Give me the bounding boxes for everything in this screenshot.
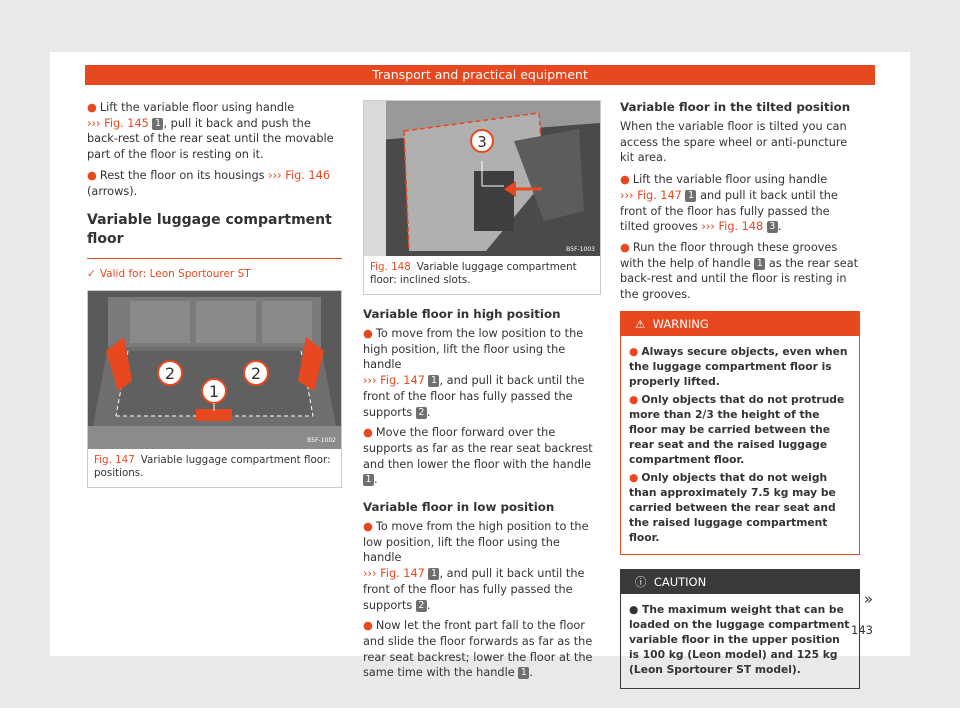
bullet-text: To move from the high position to the low position, lift the floor using the handle (363, 520, 589, 565)
bullet-text: Run the floor through these grooves with the help of handle (620, 240, 838, 270)
figure-caption (364, 256, 600, 294)
bullet-text: Now let the front part fall to the floor and slide the floor forwards as far as the rear seat backrest; lower the floor at the same time with the handle (363, 619, 593, 680)
caution-text: The maximum weight that can be loaded on the luggage compartment variable floor in the upper position is 100 kg (Leon model) and 125 kg (Leon Sportourer ST model). (629, 602, 850, 676)
bullet-text: and pull it back until the front of the floor has fully passed the tilted grooves (620, 188, 838, 234)
callout-number: 1 (428, 375, 439, 387)
bullet-text: . (426, 405, 431, 419)
bullet-text: Rest the floor on its housings (99, 168, 265, 182)
bullet-dot-icon: ● (87, 168, 97, 182)
bullet-text: . (529, 666, 533, 680)
instruction-bullet (363, 326, 601, 420)
warning-text: Only objects that do not protrude more than 2/3 the height of the floor may be carried between the rear seat and the raised luggage compartment floor. (629, 392, 845, 466)
bullet-text: . (777, 220, 782, 234)
bullet-text: . (374, 473, 378, 487)
bullet-dot-icon: ● (629, 344, 639, 358)
callout-number: 1 (363, 474, 374, 486)
section-header: Transport and practical equipment (85, 65, 875, 85)
figure-link[interactable]: ››› Fig. 147 (620, 188, 682, 202)
column-middle (363, 100, 601, 686)
bullet-text: Lift the variable floor using handle (632, 173, 828, 187)
bullet-text: Lift the variable floor using handle (99, 101, 295, 114)
instruction-bullet (87, 100, 342, 163)
caution-header (621, 570, 859, 594)
bullet-text: To move from the low position to the high position, lift the floor using the handle (363, 327, 584, 372)
bullet-text: (arrows). (87, 184, 138, 198)
warning-item (629, 344, 851, 389)
bullet-dot-icon: ● (620, 240, 630, 254)
caution-title: CAUTION (653, 574, 707, 589)
bullet-dot-icon: ● (629, 602, 643, 616)
callout-label: 3 (477, 133, 487, 151)
bullet-text: , and pull it back until the front of the floor has fully passed the supports (363, 567, 585, 612)
bullet-dot-icon: ● (620, 173, 630, 187)
warning-text: Always secure objects, even when the luggage compartment floor is properly lifted. (629, 344, 848, 388)
bullet-dot-icon: ● (363, 426, 373, 440)
figure-148 (363, 100, 601, 295)
callout-label: 2 (250, 364, 262, 384)
instruction-bullet (620, 240, 860, 303)
checkmark-icon: ✓ (87, 268, 96, 281)
caution-box (620, 569, 860, 689)
figure-147 (87, 290, 342, 488)
figure-code: B5F-1003 (566, 246, 595, 253)
warning-triangle-icon: ⚠ (635, 316, 646, 331)
bullet-text: . (426, 598, 431, 612)
callout-label: 1 (208, 382, 220, 402)
trunk-positions-illustration (88, 291, 341, 449)
figure-code: B5F-1002 (307, 437, 336, 445)
inclined-slots-illustration (364, 101, 600, 256)
figure-link[interactable]: ››› Fig. 146 (268, 168, 331, 182)
callout-number: 2 (416, 407, 427, 419)
page-number: 143 (851, 623, 873, 637)
warning-text: Only objects that do not weigh than approximately 7.5 kg may be carried between the rear seat and the raised luggage compartment floor. (629, 470, 836, 544)
callout-number: 2 (416, 600, 427, 612)
instruction-bullet (363, 618, 601, 681)
caption-text: Variable luggage compartment floor: positions. (94, 454, 331, 480)
callout-number: 1 (754, 258, 765, 270)
caution-circle-icon: ⓘ (635, 574, 647, 589)
figure-link[interactable]: ››› Fig. 147 (363, 567, 425, 581)
callout-number: 1 (152, 118, 163, 130)
manual-page (50, 52, 910, 680)
bullet-text: , pull it back and push the back-rest of the rear seat until the movable part of the floor is resting on it. (87, 116, 334, 162)
bullet-dot-icon: ● (629, 392, 639, 406)
caption-text: Variable luggage compartment floor: inclined slots. (370, 261, 577, 286)
callout-number: 1 (428, 568, 439, 580)
figure-number: Fig. 147 (94, 454, 135, 467)
column-right (620, 100, 860, 689)
validity-text: Valid for: Leon Sportourer ST (99, 268, 251, 281)
figure-caption (88, 449, 341, 487)
callout-number: 1 (685, 190, 696, 202)
instruction-bullet (363, 519, 601, 613)
intro-paragraph: When the variable floor is tilted you can access the spare wheel or anti-puncture kit area. (620, 120, 848, 165)
instruction-bullet (620, 172, 860, 235)
warning-item (629, 470, 851, 545)
instruction-bullet (87, 168, 342, 199)
bullet-dot-icon: ● (363, 520, 373, 534)
bullet-text: Move the floor forward over the supports as far as the rear seat backrest and then lower the floor with the handle (363, 426, 593, 471)
callout-number: 3 (767, 221, 778, 233)
warning-title: WARNING (652, 316, 709, 331)
subsection-heading: Variable floor in the tilted position (620, 100, 851, 114)
column-left (87, 100, 342, 488)
bullet-dot-icon: ● (363, 619, 373, 633)
validity-note (87, 268, 342, 280)
bullet-dot-icon: ● (629, 470, 639, 484)
bullet-text: as the rear seat back-rest and until the floor is resting in the grooves. (620, 256, 859, 302)
bullet-text: , and pull it back until the front of the floor has fully passed the supports (363, 374, 585, 419)
figure-number: Fig. 148 (370, 261, 411, 273)
figure-link[interactable]: ››› Fig. 147 (363, 374, 425, 388)
figure-link[interactable]: ››› Fig. 145 (87, 116, 149, 130)
bullet-dot-icon: ● (363, 327, 373, 340)
callout-label: 2 (164, 364, 176, 384)
callout-number: 1 (518, 667, 529, 679)
instruction-bullet (363, 425, 601, 488)
continue-arrow-icon: » (863, 590, 873, 608)
section-heading: Variable luggage compartment floor (87, 211, 342, 259)
warning-box (620, 311, 860, 555)
caution-item (629, 602, 851, 677)
warning-body (621, 336, 859, 554)
subsection-heading: Variable floor in high position (363, 307, 561, 321)
warning-header (621, 312, 859, 336)
bullet-dot-icon: ● (87, 101, 97, 114)
figure-link[interactable]: ››› Fig. 148 (701, 220, 764, 234)
subsection-heading: Variable floor in low position (363, 500, 555, 515)
warning-item (629, 392, 851, 467)
caution-body (621, 594, 859, 688)
